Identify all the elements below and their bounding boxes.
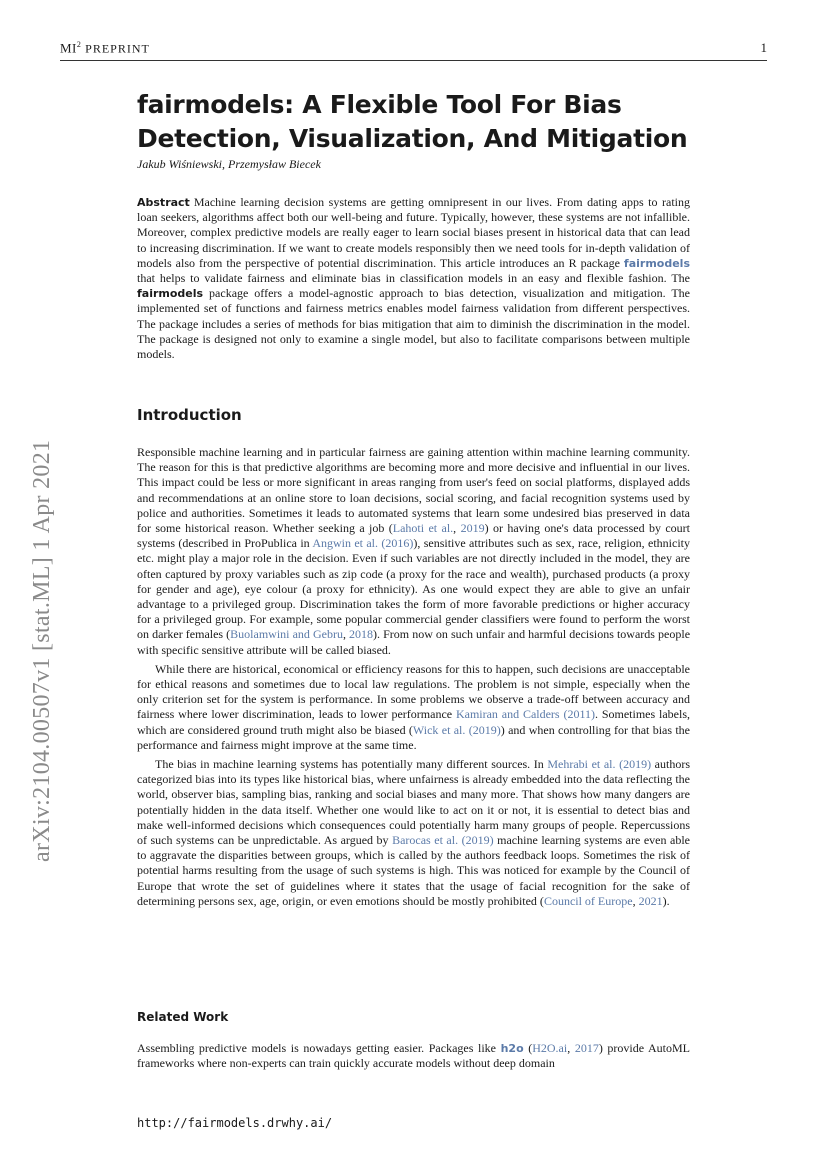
package-name: fairmodels [137, 287, 204, 301]
arxiv-identifier: arXiv:2104.00507v1 [stat.ML] 1 Apr 2021 [29, 439, 55, 862]
citation-year-link[interactable]: (2016) [381, 536, 414, 551]
citation-year-link[interactable]: (2011) [563, 707, 595, 722]
citation-link[interactable]: Mehrabi et al. [547, 757, 616, 772]
citation-year-link[interactable]: (2019) [468, 722, 501, 737]
journal-label: $MI^2$ PREPRINT [60, 40, 150, 56]
authors: Jakub Wiśniewski, Przemysław Biecek [137, 157, 321, 171]
citation-link[interactable]: Buolamwini and Gebru [230, 627, 343, 642]
abstract-label: Abstract [137, 196, 190, 209]
package-link[interactable]: fairmodels [623, 256, 690, 270]
footer-url[interactable]: http://fairmodels.drwhy.ai/ [137, 1116, 333, 1130]
running-header [60, 38, 767, 61]
citation-year-link[interactable]: (2019) [619, 757, 652, 772]
citation-link[interactable]: Council of Europe [543, 893, 633, 908]
paragraph: The bias in machine learning systems has potentially many different sources. In Mehrabi et al. (2019) authors categorized bias into its types like historical bias, where unfairness is already embedded into the data reflecting the world, observer bias, sampling bias, ranking and social biases and many more. That shows how many dangers are potentially hidden in the data itself. Whether one would like to act on it or not, it is essential to detect bias and make well-informed decisions which consequences could potentially harm many groups of people. Repercussions of such systems can be unpredictable. As argued by Barocas et al. (2019) machine learning systems are even able to aggravate the disparities between groups, which is called by the authors feedback loops. Sometimes the risk of potential harms resulting from the usage of such systems is high. This was noticed for example by the Council of Europe that wrote the set of guidelines where it states that the usage of facial recognition for the sake of determining persons sex, age, origin, or even emotions should be mostly prohibited (Council of Europe, 2021). [137, 757, 691, 908]
citation-year-link[interactable]: 2021 [638, 893, 663, 908]
related-work-body: Assembling predictive models is nowadays getting easier. Packages like h2o (H2O.ai, 2017) provide AutoML frameworks where non-experts can train quickly accurate models without deep domain [137, 1041, 690, 1071]
paragraph: Responsible machine learning and in particular fairness are gaining attention within machine learning community. The reason for this is that predictive algorithms are becoming more and more decisive and influential in our lives. This impact could be less or more significant in areas ranging from user's feed on social platforms, displayed adds and recommendations at an online store to loan decisions, social scoring, and facial recognition systems used by police and authorities. Sometimes it leads to automated systems that learn some undesired bias preserved in data for some historical reason. Whether seeking a job (Lahoti et al., 2019) or having one's data processed by court systems (described in ProPublica in Angwin et al. (2016)), sensitive attributes such as sex, race, religion, ethnicity etc. might play a major role in the decision. Even if such variables are not directly included in the model, they are often captured by proxy variables such as zip code (a proxy for the race and wealth), purchased products (a proxy for gender and age), eye colour (a proxy for ethnicity). As one would expect they are able to give an unfair advantage to a privileged group. Discrimination takes the form of more favorable predictions or higher accuracy for a privileged group. For example, some popular commercial gender classifiers were found to perform the worst on darker females (Buolamwini and Gebru, 2018). From now on such unfair and harmful decisions towards people with specific sensitive attribute will be called biased. [137, 445, 691, 657]
package-link[interactable]: h2o [500, 1042, 524, 1055]
citation-link[interactable]: Barocas et al. [392, 833, 459, 848]
citation-year-link[interactable]: 2018 [349, 627, 374, 642]
citation-link[interactable]: H2O.ai [532, 1041, 568, 1055]
abstract: Abstract Machine learning decision systems are getting omnipresent in our lives. From dating apps to rating loan seekers, algorithms affect both our well-being and future. Typically, however, these systems are not infallible. Moreover, complex predictive models are really eager to learn social biases present in historical data that can lead to increasing discrimination. If we want to create models responsibly then we need tools for in-depth validation of models also from the perspective of potential discrimination. This article introduces an R package fairmodels that helps to validate fairness and eliminate bias in classification models in an easy and flexible fashion. The fairmodels package offers a model-agnostic approach to bias detection, visualization and mitigation. The implemented set of functions and fairness metrics enables model fairness validation from different perspectives. The package includes a series of methods for bias mitigation that aim to diminish the discrimination in the model. The package is designed not only to examine a single model, but also to facilitate comparisons between multiple models. [137, 195, 690, 362]
introduction-body [137, 445, 690, 913]
citation-link[interactable]: Lahoti et al. [392, 521, 454, 536]
citation-link[interactable]: Angwin et al. [312, 536, 379, 551]
citation-year-link[interactable]: 2017 [574, 1041, 599, 1055]
citation-year-link[interactable]: (2019) [461, 833, 494, 848]
citation-year-link[interactable]: 2019 [460, 521, 485, 536]
page-number: 1 [760, 40, 767, 55]
citation-link[interactable]: Wick et al. [412, 722, 466, 737]
subsection-heading-related-work: Related Work [137, 1010, 229, 1024]
section-heading-introduction: Introduction [137, 406, 242, 424]
citation-link[interactable]: Kamiran and Calders [455, 707, 560, 722]
paper-title: fairmodels: A Flexible Tool For Bias Detection, Visualization, And Mitigation [137, 90, 688, 153]
paragraph: While there are historical, economical or efficiency reasons for this to happen, such decisions are unacceptable for ethical reasons and sometimes due to local law regulations. The problem is not simple, especially when the only criterion set for the system is performance. In some problems we observe a trade-off between accuracy and fairness where lower discrimination, leads to lower performance Kamiran and Calders (2011). Sometimes labels, which are considered ground truth might also be biased (Wick et al. (2019)) and when controlling for that bias the performance and fairness might improve at the same time. [137, 661, 691, 752]
